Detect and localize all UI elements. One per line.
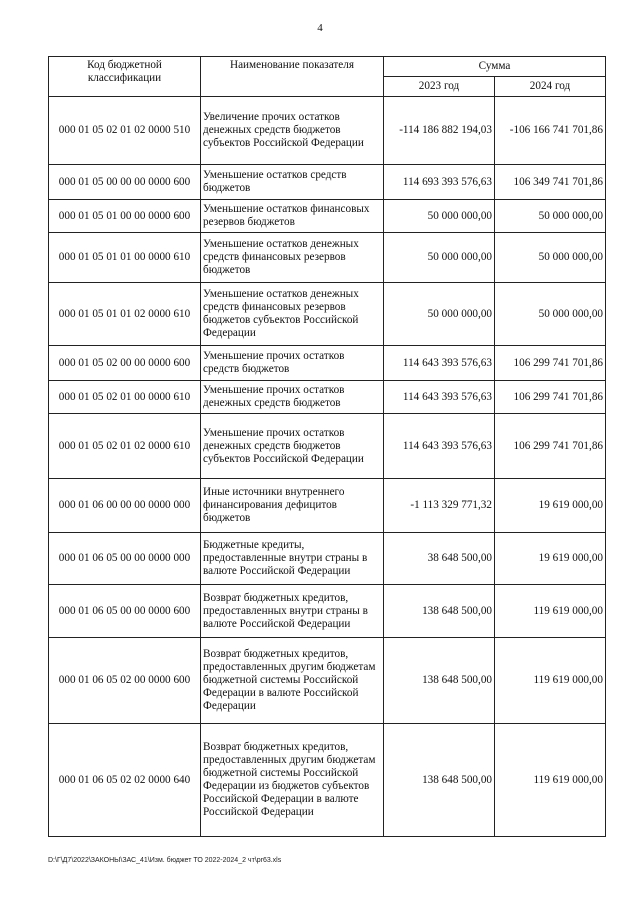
row-name: Уменьшение остатков денежных средств финансовых резервов бюджетов субъектов Российской Федерации bbox=[201, 283, 384, 346]
row-name: Иные источники внутреннего финансирования дефицитов бюджетов bbox=[201, 479, 384, 533]
row-code: 000 01 06 05 00 00 0000 600 bbox=[49, 585, 201, 638]
table-row bbox=[49, 165, 606, 200]
row-name: Возврат бюджетных кредитов, предоставленных другим бюджетам бюджетной системы Российской Федерации в валюте Российской Федерации bbox=[201, 638, 384, 724]
row-code: 000 01 05 01 01 00 0000 610 bbox=[49, 233, 201, 283]
row-code: 000 01 06 05 02 00 0000 600 bbox=[49, 638, 201, 724]
row-value-2023: 50 000 000,00 bbox=[384, 200, 495, 233]
table-row bbox=[49, 233, 606, 283]
row-value-2023: 50 000 000,00 bbox=[384, 233, 495, 283]
table-row bbox=[49, 479, 606, 533]
header-name: Наименование показателя bbox=[201, 57, 384, 97]
header-year-2024: 2024 год bbox=[495, 77, 606, 97]
page-number: 4 bbox=[317, 22, 323, 34]
row-value-2024: 106 299 741 701,86 bbox=[495, 381, 606, 414]
table-row bbox=[49, 585, 606, 638]
row-value-2024: 50 000 000,00 bbox=[495, 233, 606, 283]
row-value-2024: 119 619 000,00 bbox=[495, 585, 606, 638]
table-row bbox=[49, 283, 606, 346]
row-code: 000 01 05 00 00 00 0000 600 bbox=[49, 165, 201, 200]
row-value-2024: 50 000 000,00 bbox=[495, 200, 606, 233]
row-value-2024: 19 619 000,00 bbox=[495, 479, 606, 533]
row-name: Уменьшение прочих остатков денежных средств бюджетов bbox=[201, 381, 384, 414]
row-code: 000 01 05 02 01 00 0000 610 bbox=[49, 381, 201, 414]
header-year-2023: 2023 год bbox=[384, 77, 495, 97]
row-code: 000 01 05 02 01 02 0000 510 bbox=[49, 97, 201, 165]
table-row bbox=[49, 200, 606, 233]
row-value-2023: 138 648 500,00 bbox=[384, 638, 495, 724]
footer-file-path: D:\Г\Д7\2022\ЗАКОНЫ\ЗАС_41\Изм. бюджет ТО 2022-2024_2 чт\pr63.xls bbox=[48, 857, 282, 864]
table-row bbox=[49, 97, 606, 165]
row-name: Возврат бюджетных кредитов, предоставленных внутри страны в валюте Российской Федерации bbox=[201, 585, 384, 638]
row-name: Увеличение прочих остатков денежных средств бюджетов субъектов Российской Федерации bbox=[201, 97, 384, 165]
table-row bbox=[49, 346, 606, 381]
row-value-2024: 119 619 000,00 bbox=[495, 724, 606, 837]
row-name: Уменьшение остатков денежных средств финансовых резервов бюджетов bbox=[201, 233, 384, 283]
row-code: 000 01 06 00 00 00 0000 000 bbox=[49, 479, 201, 533]
row-value-2023: 114 643 393 576,63 bbox=[384, 414, 495, 479]
header-sum: Сумма bbox=[384, 57, 606, 77]
row-code: 000 01 05 01 00 00 0000 600 bbox=[49, 200, 201, 233]
row-code: 000 01 05 02 01 02 0000 610 bbox=[49, 414, 201, 479]
row-value-2024: 106 299 741 701,86 bbox=[495, 414, 606, 479]
row-value-2023: 138 648 500,00 bbox=[384, 724, 495, 837]
header-code: Код бюджетной классификации bbox=[49, 57, 201, 97]
row-value-2023: -114 186 882 194,03 bbox=[384, 97, 495, 165]
row-name: Уменьшение прочих остатков денежных средств бюджетов субъектов Российской Федерации bbox=[201, 414, 384, 479]
row-value-2023: 114 693 393 576,63 bbox=[384, 165, 495, 200]
table-row bbox=[49, 638, 606, 724]
row-code: 000 01 06 05 02 02 0000 640 bbox=[49, 724, 201, 837]
row-value-2024: -106 166 741 701,86 bbox=[495, 97, 606, 165]
row-value-2023: 50 000 000,00 bbox=[384, 283, 495, 346]
table-row bbox=[49, 724, 606, 837]
row-name: Возврат бюджетных кредитов, предоставленных другим бюджетам бюджетной системы Российской Федерации из бюджетов субъектов Российской Федерации в валюте Российской Федерации bbox=[201, 724, 384, 837]
table-row bbox=[49, 381, 606, 414]
row-value-2024: 50 000 000,00 bbox=[495, 283, 606, 346]
row-code: 000 01 05 02 00 00 0000 600 bbox=[49, 346, 201, 381]
table-row bbox=[49, 533, 606, 585]
row-name: Уменьшение прочих остатков средств бюджетов bbox=[201, 346, 384, 381]
row-value-2023: 38 648 500,00 bbox=[384, 533, 495, 585]
row-value-2023: 138 648 500,00 bbox=[384, 585, 495, 638]
row-code: 000 01 06 05 00 00 0000 000 bbox=[49, 533, 201, 585]
row-value-2023: 114 643 393 576,63 bbox=[384, 346, 495, 381]
row-value-2023: -1 113 329 771,32 bbox=[384, 479, 495, 533]
row-name: Уменьшение остатков финансовых резервов бюджетов bbox=[201, 200, 384, 233]
row-value-2024: 19 619 000,00 bbox=[495, 533, 606, 585]
row-name: Уменьшение остатков средств бюджетов bbox=[201, 165, 384, 200]
row-code: 000 01 05 01 01 02 0000 610 bbox=[49, 283, 201, 346]
row-value-2024: 106 299 741 701,86 bbox=[495, 346, 606, 381]
row-name: Бюджетные кредиты, предоставленные внутри страны в валюте Российской Федерации bbox=[201, 533, 384, 585]
row-value-2023: 114 643 393 576,63 bbox=[384, 381, 495, 414]
table-row bbox=[49, 414, 606, 479]
row-value-2024: 106 349 741 701,86 bbox=[495, 165, 606, 200]
budget-table bbox=[48, 56, 606, 837]
row-value-2024: 119 619 000,00 bbox=[495, 638, 606, 724]
